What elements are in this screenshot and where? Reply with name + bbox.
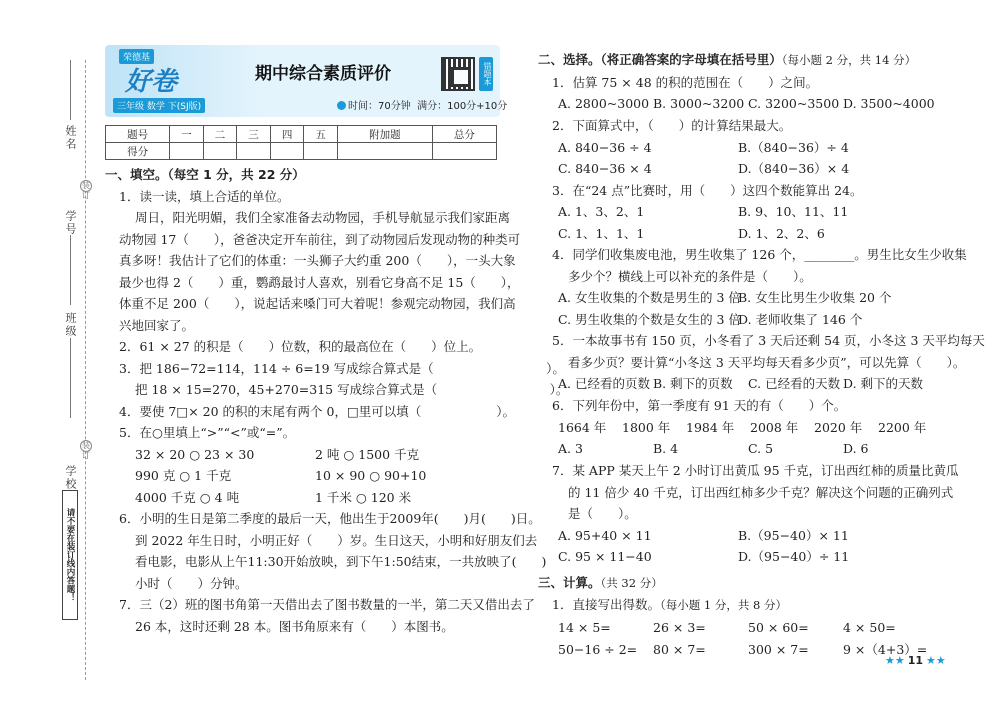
score-blank[interactable] bbox=[432, 143, 496, 160]
option-item[interactable]: D. 老师收集了 146 个 bbox=[738, 311, 863, 327]
question-text: 到 2022 年生日时，小明正好（ ）岁。生日这天，小明和好朋友们去 bbox=[135, 532, 538, 548]
calc-item[interactable]: 80 × 7= bbox=[653, 641, 706, 657]
binding-warning: 请不要在装订线内答题！ bbox=[62, 490, 78, 620]
binding-knot: 装订 bbox=[82, 441, 90, 460]
calc-item[interactable]: 9 ×（4+3）= bbox=[843, 641, 928, 657]
score-cell: 一 bbox=[170, 126, 204, 143]
score-cell: 二 bbox=[203, 126, 237, 143]
question-text: 真多呀！我估计了它们的体重：一头狮子大约重 200（ ），一头大象 bbox=[119, 253, 516, 268]
question-text: 小时（ ）分钟。 bbox=[135, 575, 248, 591]
score-blank[interactable] bbox=[170, 143, 204, 160]
year-item: 1984 年 bbox=[686, 419, 735, 435]
school-label: 学校 bbox=[64, 465, 77, 491]
year-item: 2020 年 bbox=[814, 419, 863, 435]
exam-title: 期中综合素质评价 bbox=[255, 64, 391, 84]
option-item[interactable]: A. 3 bbox=[558, 441, 583, 456]
question-text: 1．估算 75 × 48 的积的范围在（ ）之间。 bbox=[552, 74, 819, 90]
question-text: 的 11 倍少 40 千克，订出西红柿多少千克？解决这个问题的正确列式 bbox=[568, 484, 954, 500]
option-row bbox=[538, 158, 948, 180]
option-item[interactable]: B.（95−40）× 11 bbox=[738, 527, 849, 543]
score-cell: 总分 bbox=[432, 126, 496, 143]
option-item[interactable]: C. 男生收集的个数是女生的 3 倍 bbox=[558, 311, 741, 327]
calc-question-note: （每小题 1 分，共 8 分） bbox=[659, 598, 787, 612]
option-row bbox=[538, 93, 948, 115]
page-number-value: 11 bbox=[907, 654, 924, 667]
compare-row bbox=[105, 444, 500, 466]
question-text: 最少也得 2（ ）重，鹦鹉最讨人喜欢，别看它身高不足 15（ ）， bbox=[119, 274, 520, 290]
question-text: 2．下面算式中，（ ）的计算结果最大。 bbox=[552, 118, 792, 133]
exam-header-banner bbox=[105, 45, 508, 117]
question-text: 5．在○里填上“>”“<”或“=”。 bbox=[119, 425, 296, 440]
calc-item[interactable]: 50 × 60= bbox=[748, 619, 809, 635]
option-row bbox=[538, 546, 948, 568]
compare-row bbox=[105, 487, 500, 509]
error-book-tag: 错题本 bbox=[479, 57, 493, 91]
compare-item: 4000 千克 ○ 4 吨 bbox=[135, 489, 240, 505]
binding-knot: 装订 bbox=[82, 181, 90, 200]
option-item[interactable]: D.（840−36）× 4 bbox=[738, 161, 850, 176]
question-text: 2．61 × 27 的积是（ ）位数，积的最高位在（ ）位上。 bbox=[119, 339, 482, 354]
logo bbox=[113, 49, 205, 113]
question-text: 是（ ）。 bbox=[568, 506, 637, 521]
compare-item: 32 × 20 ○ 23 × 30 bbox=[135, 446, 255, 462]
calc-item[interactable]: 300 × 7= bbox=[748, 641, 809, 657]
question-text: 6．小明的生日是第二季度的最后一天，他出生于2009年( )月( )日。 bbox=[119, 511, 541, 526]
option-item[interactable]: B. 女生比男生少收集 20 个 bbox=[738, 290, 892, 305]
section-calc-title bbox=[538, 572, 948, 595]
clock-icon bbox=[337, 101, 346, 110]
calc-item[interactable]: 50−16 ÷ 2= bbox=[558, 641, 638, 657]
option-item[interactable]: A. 2800~3000 bbox=[558, 96, 650, 111]
year-row bbox=[538, 417, 948, 439]
section-fill-title: 一、填空。（每空 1 分，共 22 分） bbox=[105, 167, 305, 182]
question-text bbox=[538, 594, 948, 617]
question-text: 7．某 APP 某天上午 2 小时订出黄瓜 95 千克，订出西红柿的质量比黄瓜 bbox=[552, 463, 959, 478]
score-blank[interactable] bbox=[270, 143, 304, 160]
compare-item: 990 克 ○ 1 千克 bbox=[135, 468, 232, 483]
question-text: 把 18 × 15=270，45+270=315 写成综合算式是（ ）。 bbox=[135, 382, 569, 397]
option-row bbox=[538, 287, 948, 309]
calc-row bbox=[538, 617, 948, 639]
exam-time: 时间：70分钟 bbox=[348, 101, 411, 112]
year-item: 1800 年 bbox=[622, 419, 671, 435]
question-text: 体重不足 200（ ），说起话来嗓门可大着呢！参观完动物园，我们高 bbox=[119, 296, 516, 311]
option-item[interactable]: B.（840−36）÷ 4 bbox=[738, 139, 849, 155]
option-row bbox=[538, 201, 948, 223]
question-text: 1．读一读，填上合适的单位。 bbox=[119, 188, 290, 204]
option-item[interactable]: A. 女生收集的个数是男生的 3 倍 bbox=[558, 290, 741, 305]
option-item[interactable]: D. 1、2、2、6 bbox=[738, 225, 825, 241]
section-calc-note: （共 32 分） bbox=[600, 575, 663, 590]
page-number: ★★ 11 ★★ bbox=[885, 654, 946, 667]
option-item[interactable]: C. 已经看的天数 bbox=[748, 376, 841, 391]
option-item[interactable]: B. 3000~3200 bbox=[653, 96, 745, 111]
logo-text: 好卷 bbox=[125, 67, 178, 97]
question-text: 26 本，这时还剩 28 本。图书角原来有（ ）本图书。 bbox=[135, 618, 454, 634]
question-text: 7．三（2）班的图书角第一天借出去了图书数量的一半，第二天又借出去了 bbox=[119, 597, 535, 612]
question-text: 多少个？横线上可以补充的条件是（ ）。 bbox=[568, 268, 812, 284]
grade-label: 三年级 数学 下(SJ版) bbox=[113, 98, 205, 113]
compare-item: 2 吨 ○ 1500 千克 bbox=[315, 446, 420, 462]
calc-item[interactable]: 4 × 50= bbox=[843, 619, 896, 635]
score-cell: 附加题 bbox=[337, 126, 432, 143]
option-item[interactable]: C. 840−36 × 4 bbox=[558, 161, 652, 176]
option-row bbox=[538, 309, 948, 331]
section-choice-note: （每小题 2 分，共 14 分） bbox=[781, 53, 917, 67]
score-blank[interactable] bbox=[203, 143, 237, 160]
year-item: 2200 年 bbox=[878, 419, 927, 435]
question-text: 周日，阳光明媚，我们全家准备去动物园，手机导航显示我们家距离 bbox=[135, 210, 511, 225]
year-item: 1664 年 bbox=[558, 419, 607, 435]
option-row bbox=[538, 525, 948, 547]
class-label: 班级 bbox=[64, 312, 77, 338]
option-row bbox=[538, 373, 948, 395]
calc-item[interactable]: 14 × 5= bbox=[558, 619, 611, 635]
option-item[interactable]: A. 1、3、2、1 bbox=[558, 204, 645, 219]
option-item[interactable]: D. 剩下的天数 bbox=[843, 376, 924, 391]
exam-full-score: 满分：100分+10分 bbox=[417, 101, 508, 112]
question-text: 5．一本故事书有 150 页，小冬看了 3 天后还剩 54 页，小冬这 3 天平均每天 bbox=[552, 333, 985, 348]
compare-row bbox=[105, 465, 500, 487]
exam-meta bbox=[337, 97, 507, 112]
id-blank[interactable] bbox=[70, 235, 71, 305]
score-cell: 三 bbox=[237, 126, 271, 143]
question-text: 兴地回家了。 bbox=[119, 317, 195, 333]
option-item[interactable]: A. 95+40 × 11 bbox=[558, 527, 652, 543]
score-row-label: 得分 bbox=[106, 143, 170, 160]
score-cell: 题号 bbox=[106, 126, 170, 143]
question-text: 3．在“24 点”比赛时，用（ ）这四个数能算出 24。 bbox=[552, 182, 863, 198]
binding-margin bbox=[0, 0, 100, 711]
option-row bbox=[538, 223, 948, 245]
section-choice-title bbox=[538, 49, 948, 72]
right-column bbox=[538, 45, 985, 661]
option-item[interactable]: B. 剩下的页数 bbox=[653, 376, 733, 391]
compare-item: 1 千米 ○ 120 米 bbox=[315, 489, 412, 505]
score-blank[interactable] bbox=[304, 143, 338, 160]
option-item[interactable]: A. 840−36 ÷ 4 bbox=[558, 139, 652, 155]
option-row bbox=[538, 137, 948, 159]
name-label: 姓名 bbox=[64, 125, 77, 151]
id-label: 学号 bbox=[64, 210, 77, 236]
option-row bbox=[538, 438, 948, 460]
question-text: 6．下列年份中，第一季度有 91 天的有（ ）个。 bbox=[552, 398, 847, 413]
option-item[interactable]: C. 3200~3500 bbox=[748, 96, 840, 111]
question-text: 3．把 186−72=114，114 ÷ 6=19 写成综合算式是（ ）。 bbox=[119, 360, 565, 376]
option-item[interactable]: D.（95−40）÷ 11 bbox=[738, 549, 850, 564]
name-blank[interactable] bbox=[70, 60, 71, 120]
section-calc-label: 三、计算。 bbox=[538, 574, 601, 590]
option-item[interactable]: B. 9、10、11、11 bbox=[738, 204, 849, 219]
section-choice-label: 二、选择。（将正确答案的字母填在括号里） bbox=[538, 52, 782, 67]
option-item[interactable]: C. 5 bbox=[748, 441, 774, 456]
calc-question-label: 1．直接写出得数。 bbox=[552, 597, 660, 612]
score-blank[interactable] bbox=[337, 143, 432, 160]
score-cell: 五 bbox=[304, 126, 338, 143]
year-item: 2008 年 bbox=[750, 419, 799, 435]
option-item[interactable]: C. 1、1、1、1 bbox=[558, 225, 645, 241]
score-cell: 四 bbox=[270, 126, 304, 143]
binding-line bbox=[85, 60, 86, 680]
left-column bbox=[105, 45, 569, 637]
class-blank[interactable] bbox=[70, 338, 71, 418]
question-text: 动物园 17（ ），爸爸决定开车前往，到了动物园后发现动物的种类可 bbox=[119, 231, 521, 247]
qr-code-icon[interactable] bbox=[441, 57, 475, 91]
question-text: 看电影，电影从上午11:30开始放映，到下午1:50结束，一共放映了( ) bbox=[135, 554, 547, 569]
option-item[interactable]: A. 已经看的页数 bbox=[558, 376, 650, 391]
question-text: 4．要使 7□× 20 的积的末尾有两个 0，□里可以填（ ）。 bbox=[119, 403, 516, 419]
option-item[interactable]: D. 3500~4000 bbox=[843, 96, 935, 111]
option-item[interactable]: B. 4 bbox=[653, 441, 679, 456]
question-text: 看多少页？要计算“小冬这 3 天平均每天看多少页”，可以先算（ ）。 bbox=[568, 354, 966, 370]
brand-label: 荣德基 bbox=[119, 49, 154, 64]
score-table-header-row bbox=[106, 126, 497, 143]
score-blank[interactable] bbox=[237, 143, 271, 160]
compare-item: 10 × 90 ○ 90+10 bbox=[315, 468, 427, 483]
question-text: 4．同学们收集废电池，男生收集了 126 个，________。男生比女生少收集 bbox=[552, 247, 967, 262]
score-table bbox=[105, 125, 497, 160]
option-item[interactable]: C. 95 × 11−40 bbox=[558, 549, 652, 564]
calc-item[interactable]: 26 × 3= bbox=[653, 619, 706, 635]
score-table-score-row bbox=[106, 143, 497, 160]
option-item[interactable]: D. 6 bbox=[843, 441, 869, 456]
